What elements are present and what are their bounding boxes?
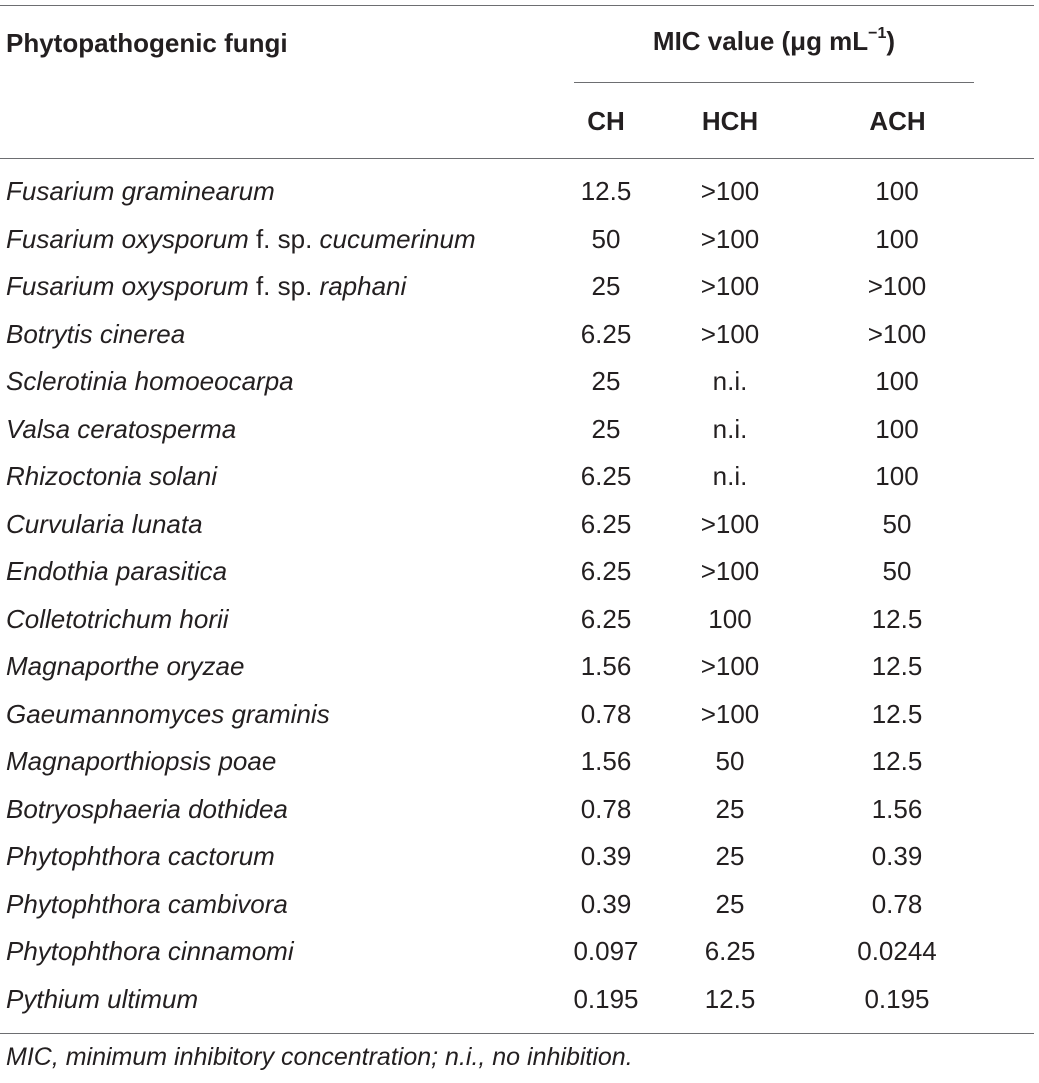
table-row <box>0 265 1034 313</box>
fungus-name: Valsa ceratosperma <box>6 413 237 444</box>
fungus-name-cell <box>6 414 236 445</box>
hch-value: >100 <box>700 223 760 254</box>
fungus-forma-specialis: f. sp. <box>248 271 320 301</box>
fungus-name: Endothia parasitica <box>6 556 228 586</box>
ach-value: 100 <box>875 461 919 491</box>
hch-value: 25 <box>715 793 745 824</box>
hch-value: >100 <box>700 271 760 301</box>
fungus-name-cell <box>6 224 476 255</box>
hch-value: 6.25 <box>704 936 756 966</box>
fungus-name: Sclerotinia homoeocarpa <box>6 366 294 396</box>
ch-value: 0.78 <box>580 698 632 729</box>
header-hch: HCH <box>701 106 759 136</box>
ch-value: 25 <box>591 413 621 444</box>
table-row <box>0 313 1034 361</box>
fungus-name: Magnaporthiopsis poae <box>6 746 277 776</box>
ach-value: 12.5 <box>871 651 923 681</box>
fungus-name-cell <box>6 794 288 825</box>
table-row <box>0 360 1034 408</box>
hch-value: 100 <box>708 603 752 634</box>
ach-value: >100 <box>867 271 927 301</box>
table-bottom-rule <box>0 1033 1034 1034</box>
fungus-name-cell <box>6 746 276 777</box>
table-row <box>0 883 1034 931</box>
ach-value: 50 <box>882 556 912 586</box>
fungus-forma-name: cucumerinum <box>319 223 476 254</box>
hch-value: >100 <box>700 556 760 586</box>
fungus-name-cell <box>6 509 203 540</box>
ach-value: 100 <box>875 413 919 444</box>
fungus-name-cell <box>6 556 227 587</box>
table-row <box>0 170 1034 218</box>
table-row <box>0 740 1034 788</box>
table-row <box>0 978 1034 1026</box>
ach-value: 0.78 <box>871 888 923 919</box>
fungus-name: Rhizoctonia solani <box>6 461 218 491</box>
ach-value: >100 <box>867 318 927 349</box>
fungus-name-cell <box>6 651 244 682</box>
fungus-name-cell <box>6 841 275 872</box>
ch-value: 6.25 <box>580 556 632 586</box>
hch-value: 25 <box>715 841 745 871</box>
hch-value: >100 <box>700 698 760 729</box>
table-row <box>0 218 1034 266</box>
fungus-name: Fusarium graminearum <box>6 176 275 206</box>
hch-value: n.i. <box>712 366 748 396</box>
ach-value: 12.5 <box>871 746 923 776</box>
fungus-forma-specialis: f. sp. <box>248 223 320 254</box>
ach-value: 100 <box>875 176 919 206</box>
fungus-name: Botrytis cinerea <box>6 318 186 349</box>
hch-value: 50 <box>715 746 745 776</box>
fungus-name: Fusarium oxysporum <box>6 271 249 301</box>
header-mic-value <box>574 26 974 57</box>
fungus-name: Fusarium oxysporum <box>6 223 249 254</box>
ach-value: 100 <box>875 366 919 396</box>
fungus-name: Pythium ultimum <box>6 983 199 1014</box>
fungus-name-cell <box>6 366 294 397</box>
ch-value: 25 <box>591 366 621 396</box>
table-row <box>0 550 1034 598</box>
ch-value: 25 <box>591 271 621 301</box>
fungus-name: Colletotrichum horii <box>6 603 229 634</box>
hch-value: >100 <box>700 176 760 206</box>
ch-value: 1.56 <box>580 746 632 776</box>
ach-value: 0.195 <box>864 983 930 1014</box>
table-row <box>0 835 1034 883</box>
header-bottom-rule <box>0 158 1034 159</box>
fungus-name-cell <box>6 271 406 302</box>
fungus-name-cell <box>6 461 217 492</box>
fungus-forma-name: raphani <box>319 271 407 301</box>
ch-value: 0.39 <box>580 841 632 871</box>
fungus-name-cell <box>6 176 275 207</box>
fungus-name: Curvularia lunata <box>6 508 203 539</box>
fungus-name: Phytophthora cinnamomi <box>6 936 294 966</box>
hch-value: >100 <box>700 651 760 681</box>
mic-group-rule <box>574 82 974 83</box>
ch-value: 0.195 <box>573 983 639 1014</box>
ch-value: 12.5 <box>580 176 632 206</box>
table-row <box>0 930 1034 978</box>
header-mic-prefix: MIC value (μg mL <box>652 26 869 56</box>
ch-value: 6.25 <box>580 461 632 491</box>
fungus-name: Magnaporthe oryzae <box>6 651 245 681</box>
ch-value: 6.25 <box>580 603 632 634</box>
fungus-name-cell <box>6 984 198 1015</box>
fungus-name: Phytophthora cactorum <box>6 841 275 871</box>
table-row <box>0 455 1034 503</box>
hch-value: 12.5 <box>704 983 756 1014</box>
table-top-rule <box>0 5 1034 6</box>
fungus-name-cell <box>6 889 288 920</box>
header-ach: ACH <box>869 106 926 136</box>
ch-value: 0.78 <box>580 793 632 824</box>
ch-value: 1.56 <box>580 651 632 681</box>
table-row <box>0 408 1034 456</box>
table-body <box>0 170 1034 1025</box>
table-row <box>0 693 1034 741</box>
table-row <box>0 598 1034 646</box>
ach-value: 12.5 <box>871 603 923 634</box>
fungus-name-cell <box>6 936 294 967</box>
fungus-name-cell <box>6 319 185 350</box>
header-mic-exponent: −1 <box>868 25 887 43</box>
fungus-name: Phytophthora cambivora <box>6 888 288 919</box>
ch-value: 6.25 <box>580 508 632 539</box>
hch-value: n.i. <box>712 461 748 491</box>
table-row <box>0 503 1034 551</box>
hch-value: n.i. <box>712 413 748 444</box>
header-ch: CH <box>587 106 625 136</box>
table-row <box>0 788 1034 836</box>
fungus-name-cell <box>6 699 330 730</box>
hch-value: >100 <box>700 318 760 349</box>
ach-value: 1.56 <box>871 793 923 824</box>
ach-value: 100 <box>875 223 919 254</box>
hch-value: 25 <box>715 888 745 919</box>
fungus-name: Gaeumannomyces graminis <box>6 698 330 729</box>
ach-value: 0.0244 <box>857 936 937 966</box>
fungus-name: Botryosphaeria dothidea <box>6 793 288 824</box>
ach-value: 0.39 <box>871 841 923 871</box>
ach-value: 12.5 <box>871 698 923 729</box>
ch-value: 6.25 <box>580 318 632 349</box>
table-footnote: MIC, minimum inhibitory concentration; n.i., no inhibition. <box>6 1043 633 1071</box>
header-phytopathogenic-fungi: Phytopathogenic fungi <box>6 28 288 58</box>
ch-value: 0.39 <box>580 888 632 919</box>
ch-value: 0.097 <box>573 936 639 966</box>
header-mic-suffix: ) <box>886 26 896 56</box>
ach-value: 50 <box>882 508 912 539</box>
table-row <box>0 645 1034 693</box>
ch-value: 50 <box>591 223 621 254</box>
fungus-name-cell <box>6 604 229 635</box>
hch-value: >100 <box>700 508 760 539</box>
